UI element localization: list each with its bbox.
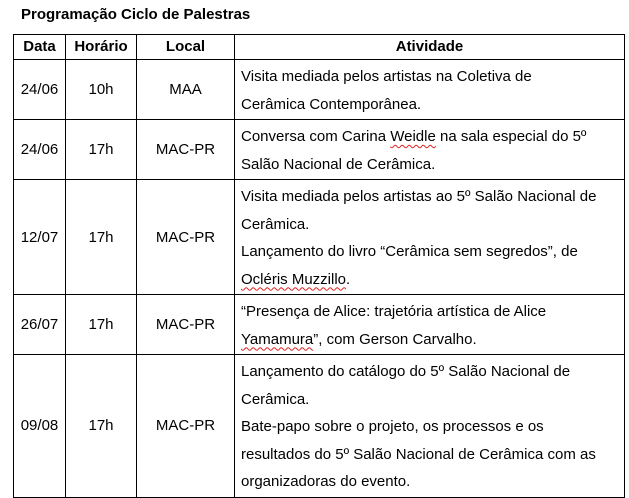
document-title: Programação Ciclo de Palestras [21,6,251,23]
schedule-table [13,34,625,498]
activity-line [241,266,618,294]
activity-text: Conversa com Carina [241,128,391,145]
date-cell: 24/06 [14,120,66,180]
activity-line: Cerâmica. [241,390,310,408]
time-cell: 10h [66,60,137,120]
spellcheck-flagged-word: Ocléris Muzzillo [241,270,347,288]
activity-line: Lançamento do catálogo do 5º Salão Nacional de [241,363,571,380]
activity-line: Lançamento do livro “Cerâmica sem segredos”, de [241,243,578,260]
spellcheck-flagged-word: Yamamura [241,330,314,348]
spellcheck-flagged-word: Weidle [390,128,436,145]
activity-text: na sala especial do 5º [435,128,587,145]
activity-line: resultados do 5º Salão Nacional de Cerâmica com as [241,445,596,463]
activity-line: “Presença de Alice: trajetória artística de Alice [241,303,547,320]
date-cell: 26/07 [14,295,66,355]
place-cell: MAA [137,60,235,120]
header-date: Data [14,35,66,60]
activity-line: Visita mediada pelos artistas na Coletiva de [241,68,532,85]
time-cell: 17h [66,180,137,295]
header-activity: Atividade [235,35,625,60]
table-header-row [14,35,625,60]
date-cell: 12/07 [14,180,66,295]
activity-line [241,326,618,354]
activity-text: . [346,270,351,288]
table-row [14,180,625,295]
table-row [14,355,625,498]
place-cell: MAC-PR [137,120,235,180]
activity-line: Cerâmica Contemporânea. [241,95,422,113]
table-row [14,60,625,120]
time-cell: 17h [66,295,137,355]
activity-line: Visita mediada pelos artistas ao 5º Salão Nacional de [241,188,597,205]
place-cell: MAC-PR [137,355,235,498]
activity-line: Salão Nacional de Cerâmica. [241,155,436,173]
activity-line [241,123,618,151]
activity-line: organizadoras do evento. [241,473,411,490]
place-cell: MAC-PR [137,180,235,295]
activity-text: ”, com Gerson Carvalho. [313,330,477,348]
activity-cell [235,120,625,180]
header-time: Horário [66,35,137,60]
activity-cell [235,355,625,498]
date-cell: 09/08 [14,355,66,498]
table-row [14,295,625,355]
table-row [14,120,625,180]
activity-line: Cerâmica. [241,215,310,233]
activity-cell [235,180,625,295]
header-place: Local [137,35,235,60]
activity-line: Bate-papo sobre o projeto, os processos e os [241,418,544,435]
time-cell: 17h [66,120,137,180]
time-cell: 17h [66,355,137,498]
table-body [14,60,625,498]
date-cell: 24/06 [14,60,66,120]
activity-cell [235,60,625,120]
place-cell: MAC-PR [137,295,235,355]
activity-cell [235,295,625,355]
